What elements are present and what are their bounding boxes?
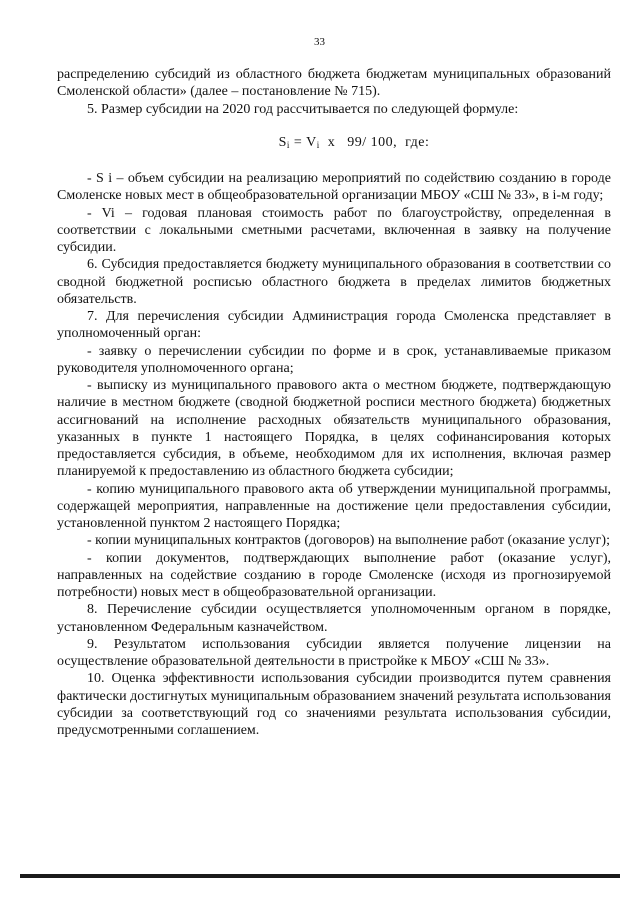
- paragraph-item-5: 5. Размер субсидии на 2020 год рассчитывается по следующей формуле:: [87, 101, 519, 117]
- paragraph-item-7: 7. Для перечисления субсидии Администрация города Смоленска представляет в уполномоченный орган:: [57, 309, 611, 342]
- subsidy-formula: [97, 134, 611, 154]
- list-item-extract: - выписку из муниципального правового акта о местном бюджете, подтверждающую наличие в местном бюджете (сводной бюджетной росписи местного бюджета) бюджетных ассигнований на исполнение расходных обязательств муниципального образования, указанных в пункте 1 настоящего Порядка, в целях софинансирования которых предоставляется субсидия, в объеме, необходимом для их исполнения, включая размер планируемой к предоставлению из областного бюджета субсидии;: [57, 378, 611, 480]
- paragraph-continuation: распределению субсидий из областного бюджета бюджетам муниципальных образований Смоленской области» (далее – постановление № 715).: [57, 67, 611, 100]
- list-item-contracts: - копии муниципальных контрактов (договоров) на выполнение работ (оказание услуг);: [87, 533, 610, 549]
- list-item-documents: - копии документов, подтверждающих выполнение работ (оказание услуг), направленных на содействие созданию в городе Смоленске (исходя из прогнозируемой потребности) новых мест в общеобразовательной организации.: [57, 550, 611, 600]
- formula-s-sub: i: [286, 139, 290, 150]
- page-number: 33: [314, 36, 325, 48]
- formula-op: x: [327, 134, 336, 150]
- document-body: [57, 66, 611, 739]
- bottom-divider: [20, 874, 620, 878]
- list-item-application: - заявку о перечислении субсидии по форме и в срок, устанавливаемые приказом руководителя уполномоченного органа;: [57, 343, 611, 376]
- paragraph-item-6: 6. Субсидия предоставляется бюджету муниципального образования в соответствии со сводной бюджетной росписью областного бюджета в пределах лимитов бюджетных обязательств.: [57, 257, 611, 307]
- definition-si: - S i – объем субсидии на реализацию мероприятий по содействию созданию в городе Смоленске новых мест в общеобразовательной организации МБОУ «СШ № 33», в i-м году;: [57, 171, 611, 204]
- formula-v: V: [306, 134, 317, 150]
- list-item-program-copy: - копию муниципального правового акта об утверждении муниципальной программы, содержащей мероприятия, направленные на достижение цели предоставления субсидии, установленной пунктом 2 настоящего Порядка;: [57, 481, 611, 531]
- paragraph-item-10: 10. Оценка эффективности использования субсидии производится путем сравнения фактически достигнутых муниципальным образованием значений результата использования субсидии за соответствующий год со значениями результата использования субсидии, предусмотренными соглашением.: [57, 671, 611, 738]
- formula-rest: 99/ 100,: [347, 134, 398, 150]
- formula-tail: где:: [405, 134, 430, 150]
- paragraph-item-8: 8. Перечисление субсидии осуществляется уполномоченным органом в порядке, установленном Федеральным казначейством.: [57, 602, 611, 635]
- formula-s: S: [278, 134, 287, 150]
- formula-v-sub: i: [316, 139, 320, 150]
- formula-eq: =: [289, 134, 307, 150]
- paragraph-item-9: 9. Результатом использования субсидии является получение лицензии на осуществление образовательной деятельности в пристройке к МБОУ «СШ № 33».: [57, 636, 611, 669]
- definition-vi: - Vi – годовая плановая стоимость работ по благоустройству, определенная в соответствии с локальными сметными расчетами, включенная в заявку на получение субсидии.: [57, 205, 611, 255]
